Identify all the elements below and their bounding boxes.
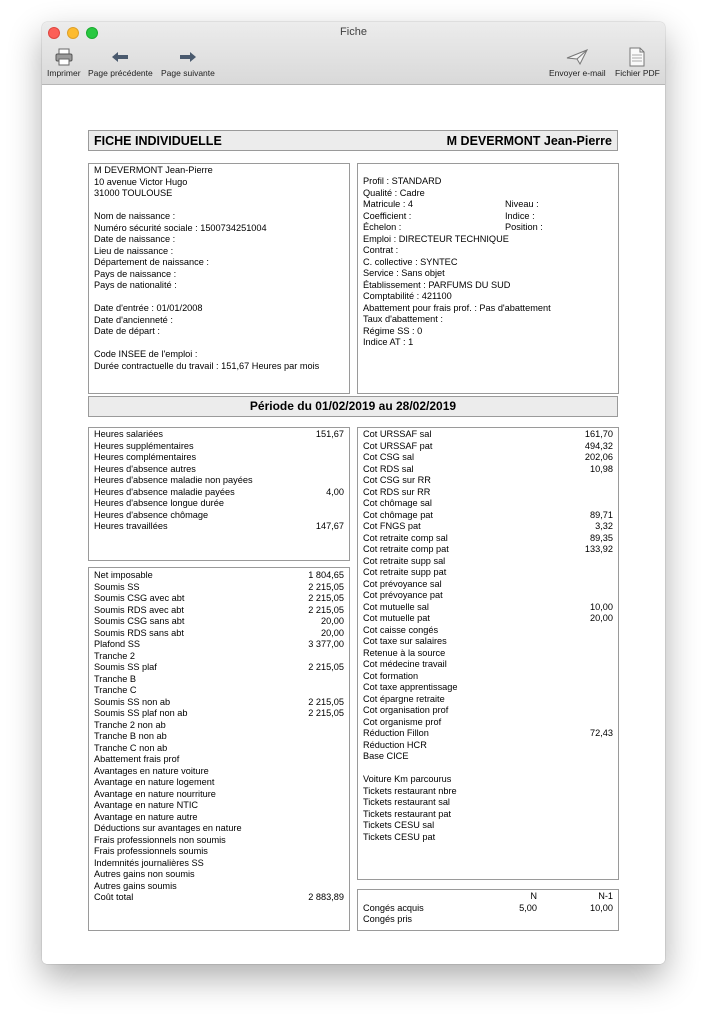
- identity-box: [88, 163, 350, 394]
- amount-row-label: Autres gains non soumis: [94, 869, 195, 879]
- contribution-row: [363, 648, 613, 660]
- amount-row-label: Soumis RDS avec abt: [94, 604, 184, 615]
- contribution-row-label: Cot médecine travail: [363, 659, 447, 669]
- contribution-row-label: Cot retraite supp sal: [363, 555, 446, 566]
- profile: Profil : STANDARD: [363, 176, 442, 186]
- contribution-row-label: Cot RDS sur RR: [363, 486, 431, 497]
- allowance-rate: Taux d'abattement :: [363, 314, 443, 324]
- amount-row-value: 20,00: [321, 616, 344, 626]
- amount-row-label: Soumis SS plaf: [94, 662, 157, 672]
- hours-box: [88, 427, 350, 561]
- leave-row-n1: 10,00: [590, 902, 613, 913]
- hours-row: [94, 452, 344, 464]
- contribution-row: [363, 751, 613, 763]
- contribution-row: [363, 659, 613, 671]
- print-label: Imprimer: [47, 68, 81, 78]
- identity-city: 31000 TOULOUSE: [94, 188, 173, 198]
- amounts-box: [88, 567, 350, 931]
- previous-page-label: Page précédente: [88, 68, 153, 78]
- amount-row-label: Tranche B: [94, 673, 137, 684]
- amount-row: [94, 812, 344, 824]
- hours-row: [94, 429, 344, 441]
- contribution-row: [363, 441, 613, 453]
- extra-row: Voiture Km parcourus: [363, 774, 452, 784]
- contribution-row-value: 494,32: [584, 440, 613, 451]
- contribution-row: [363, 636, 613, 648]
- birth-date: Date de naissance :: [94, 234, 176, 244]
- contribution-row-label: Cot épargne retraite: [363, 693, 445, 704]
- amount-row-value: 2 215,05: [308, 662, 344, 672]
- leave-row-label: Congés acquis: [363, 902, 424, 913]
- arrow-left-icon: [111, 46, 129, 68]
- contribution-row-value: 3,32: [595, 521, 613, 531]
- birth-country: Pays de naissance :: [94, 268, 177, 279]
- amount-row-value: 2 215,05: [308, 593, 344, 603]
- amount-row: [94, 674, 344, 686]
- amount-row: [94, 881, 344, 893]
- contribution-row-label: Retenue à la source: [363, 647, 446, 658]
- contribution-row: [363, 613, 613, 625]
- amount-row: [94, 846, 344, 858]
- leave-row-n: 5,00: [519, 902, 537, 913]
- amount-row: [94, 616, 344, 628]
- social-security-number: Numéro sécurité sociale : 1500734251004: [94, 222, 267, 233]
- contribution-row-label: Cot chômage pat: [363, 509, 433, 520]
- hours-row-label: Heures salariées: [94, 429, 163, 439]
- contribution-row-label: Cot taxe apprentissage: [363, 682, 458, 692]
- amount-row: [94, 731, 344, 743]
- contribution-row: [363, 487, 613, 499]
- contribution-row-label: Réduction HCR: [363, 739, 427, 750]
- amount-row: [94, 743, 344, 755]
- amount-row-value: 2 215,05: [308, 604, 344, 615]
- at-index: Indice AT : 1: [363, 337, 414, 347]
- contribution-row-label: Cot mutuelle pat: [363, 613, 430, 623]
- pdf-file-label: Fichier PDF: [615, 68, 660, 78]
- contribution-row-label: Cot FNGS pat: [363, 521, 421, 531]
- amount-row-value: 2 215,05: [308, 708, 344, 718]
- hours-row: [94, 487, 344, 499]
- amount-row: [94, 777, 344, 789]
- extra-row: Tickets CESU sal: [363, 820, 435, 830]
- contributions-list: [363, 429, 613, 763]
- amount-row-label: Net imposable: [94, 570, 153, 580]
- amount-row-label: Avantage en nature autre: [94, 811, 198, 822]
- contribution-row: [363, 717, 613, 729]
- amount-row: [94, 789, 344, 801]
- amount-row: [94, 570, 344, 582]
- contribution-row-label: Cot prévoyance sal: [363, 578, 442, 589]
- amount-row: [94, 766, 344, 778]
- contribution-row-label: Cot mutuelle sal: [363, 601, 429, 612]
- establishment: Établissement : PARFUMS DU SUD: [363, 279, 511, 290]
- contribution-row: [363, 533, 613, 545]
- contribution-row: [363, 556, 613, 568]
- contribution-row: [363, 464, 613, 476]
- amount-row-value: 3 377,00: [308, 639, 344, 649]
- contribution-row-label: Cot CSG sal: [363, 452, 415, 462]
- contribution-row-value: 161,70: [584, 429, 613, 439]
- collective-agreement: C. collective : SYNTEC: [363, 256, 458, 267]
- hours-row: [94, 510, 344, 522]
- extra-row: Tickets CESU pat: [363, 831, 436, 842]
- amount-row: [94, 892, 344, 904]
- hours-row-label: Heures d'absence chômage: [94, 509, 209, 520]
- amount-row-label: Soumis SS plaf non ab: [94, 708, 188, 718]
- hours-row-label: Heures complémentaires: [94, 452, 197, 462]
- amount-row-label: Tranche C non ab: [94, 742, 168, 753]
- contribution-row-value: 89,35: [590, 532, 613, 543]
- contribution-row-label: Cot URSSAF sal: [363, 429, 432, 439]
- amount-row-label: Tranche B non ab: [94, 731, 167, 741]
- contribution-row-label: Cot RDS sal: [363, 463, 414, 474]
- amount-row: [94, 628, 344, 640]
- accounting: Comptabilité : 421100: [363, 291, 452, 301]
- contribution-row: [363, 694, 613, 706]
- amount-row-value: 2 215,05: [308, 581, 344, 592]
- contribution-row-value: 20,00: [590, 613, 613, 623]
- identity-street: 10 avenue Victor Hugo: [94, 176, 188, 187]
- leave-box: [357, 889, 619, 931]
- amount-row: [94, 582, 344, 594]
- amount-row: [94, 869, 344, 881]
- contribution-row-label: Cot caisse congés: [363, 624, 439, 635]
- contribution-row-label: Cot prévoyance pat: [363, 590, 443, 600]
- leave-col-n1: N-1: [598, 891, 613, 901]
- hours-row: [94, 464, 344, 476]
- previous-page-button[interactable]: [88, 46, 153, 78]
- leave-col-n: N: [530, 891, 537, 901]
- amount-row-label: Tranche C: [94, 685, 137, 695]
- amount-row-value: 2 215,05: [308, 696, 344, 707]
- contribution-row-value: 202,06: [584, 452, 613, 462]
- contribution-row-label: Cot organisation prof: [363, 705, 449, 715]
- contribution-row: [363, 625, 613, 637]
- amount-row-label: Tranche 2 non ab: [94, 719, 166, 730]
- contribution-row-value: 10,00: [590, 601, 613, 612]
- position: Position :: [505, 222, 543, 232]
- hours-row-label: Heures supplémentaires: [94, 440, 194, 451]
- amount-row: [94, 639, 344, 651]
- contribution-row-value: 89,71: [590, 509, 613, 520]
- contribution-row-label: Cot organisme prof: [363, 716, 442, 727]
- departure-date: Date de départ :: [94, 326, 160, 336]
- ss-regime: Régime SS : 0: [363, 325, 423, 336]
- leave-row: [363, 903, 613, 915]
- leave-row-n1: [543, 914, 613, 926]
- app-window: [42, 22, 665, 964]
- leave-row: [363, 914, 613, 926]
- identity-name: M DEVERMONT Jean-Pierre: [94, 165, 213, 175]
- amount-row-label: Soumis SS: [94, 581, 140, 592]
- amount-row: [94, 685, 344, 697]
- print-button[interactable]: [47, 46, 81, 78]
- amount-row-label: Soumis SS non ab: [94, 696, 171, 707]
- amount-row: [94, 605, 344, 617]
- hours-row-value: 4,00: [326, 486, 344, 497]
- amount-row-label: Frais professionnels non soumis: [94, 834, 226, 845]
- contribution-row: [363, 705, 613, 717]
- contribution-row-label: Cot retraite supp pat: [363, 567, 447, 577]
- title-bar: [42, 22, 665, 85]
- leave-rows: [363, 903, 613, 926]
- paper-plane-icon: [566, 46, 588, 68]
- extra-row: Tickets restaurant pat: [363, 808, 451, 819]
- contribution-row-label: Cot retraite comp pat: [363, 544, 449, 554]
- pdf-document-icon: [629, 46, 645, 68]
- amount-row-label: Frais professionnels soumis: [94, 846, 208, 856]
- amount-row-value: 20,00: [321, 627, 344, 638]
- amount-row-label: Déductions sur avantages en nature: [94, 823, 242, 833]
- contribution-row: [363, 682, 613, 694]
- qualification: Qualité : Cadre: [363, 187, 425, 198]
- nationality: Pays de nationalité :: [94, 280, 177, 290]
- hours-row: [94, 441, 344, 453]
- send-email-label: Envoyer e-mail: [549, 68, 606, 78]
- contribution-row: [363, 671, 613, 683]
- amount-row: [94, 651, 344, 663]
- amount-row-label: Indemnités journalières SS: [94, 857, 204, 868]
- professional-allowance: Abattement pour frais prof. : Pas d'abattement: [363, 302, 551, 313]
- send-email-button[interactable]: [549, 46, 606, 78]
- birth-department: Département de naissance :: [94, 257, 209, 267]
- contribution-row: [363, 475, 613, 487]
- amount-row-label: Soumis CSG avec abt: [94, 593, 185, 603]
- hours-row-label: Heures d'absence maladie payées: [94, 486, 235, 497]
- contribution-row-label: Cot CSG sur RR: [363, 475, 431, 485]
- hours-row-value: 147,67: [315, 521, 344, 531]
- hours-row-label: Heures d'absence autres: [94, 463, 196, 474]
- amount-row: [94, 754, 344, 766]
- extras-list: [363, 774, 613, 843]
- amount-row-label: Autres gains soumis: [94, 880, 177, 891]
- contract-duration: Durée contractuelle du travail : 151,67 Heures par mois: [94, 360, 320, 371]
- contribution-row: [363, 740, 613, 752]
- contribution-row: [363, 510, 613, 522]
- contribution-row: [363, 429, 613, 441]
- document-page: [42, 85, 665, 964]
- hours-list: [94, 429, 344, 533]
- amount-row-label: Abattement frais prof: [94, 754, 180, 764]
- contribution-row: [363, 602, 613, 614]
- contribution-row-label: Cot URSSAF pat: [363, 440, 433, 451]
- window-title: Fiche: [340, 26, 367, 38]
- amount-row-label: Soumis CSG sans abt: [94, 616, 185, 626]
- amount-row-value: 2 883,89: [308, 892, 344, 902]
- hours-row: [94, 521, 344, 533]
- leave-row-n: [467, 914, 543, 926]
- contribution-row-value: 72,43: [590, 728, 613, 738]
- amount-row-label: Plafond SS: [94, 639, 140, 649]
- employee-name-header: M DEVERMONT Jean-Pierre: [446, 133, 612, 148]
- sheet-title: FICHE INDIVIDUELLE: [94, 133, 222, 148]
- next-page-button[interactable]: [161, 46, 215, 78]
- hours-row-value: 151,67: [315, 429, 344, 439]
- extra-row: Tickets restaurant nbre: [363, 785, 457, 796]
- contribution-row: [363, 498, 613, 510]
- contribution-row-label: Cot formation: [363, 670, 419, 681]
- sheet-header: [88, 130, 618, 151]
- seniority-date: Date d'ancienneté :: [94, 314, 173, 325]
- amount-row: [94, 662, 344, 674]
- birth-name: Nom de naissance :: [94, 211, 176, 221]
- contribution-row: [363, 521, 613, 533]
- hours-row-label: Heures d'absence longue durée: [94, 498, 224, 508]
- extra-row: Tickets restaurant sal: [363, 797, 450, 807]
- printer-icon: [54, 46, 74, 68]
- contribution-row-value: 10,98: [590, 463, 613, 474]
- insee-code: Code INSEE de l'emploi :: [94, 349, 198, 359]
- echelon: Échelon :: [363, 222, 402, 232]
- leave-row-label: Congés pris: [363, 914, 413, 924]
- amount-row-label: Avantage en nature NTIC: [94, 800, 199, 810]
- contribution-row: [363, 567, 613, 579]
- next-page-label: Page suivante: [161, 68, 215, 78]
- amount-row: [94, 835, 344, 847]
- contribution-row: [363, 544, 613, 556]
- contract: Contrat :: [363, 245, 399, 255]
- entry-date: Date d'entrée : 01/01/2008: [94, 303, 203, 313]
- contribution-row-label: Cot taxe sur salaires: [363, 636, 447, 646]
- pdf-file-button[interactable]: [615, 46, 660, 78]
- amount-row-label: Coût total: [94, 892, 134, 902]
- amount-row-label: Avantage en nature logement: [94, 777, 215, 787]
- amount-row: [94, 800, 344, 812]
- contributions-box: [357, 427, 619, 880]
- hours-row-label: Heures d'absence maladie non payées: [94, 475, 253, 485]
- amount-row: [94, 858, 344, 870]
- amount-row: [94, 708, 344, 720]
- amount-row: [94, 697, 344, 709]
- hours-row: [94, 498, 344, 510]
- amount-row: [94, 593, 344, 605]
- contribution-row: [363, 579, 613, 591]
- coefficient: Coefficient :: [363, 210, 412, 221]
- contribution-row: [363, 452, 613, 464]
- amount-row: [94, 720, 344, 732]
- amount-row-label: Soumis RDS sans abt: [94, 627, 184, 638]
- contribution-row-label: Réduction Fillon: [363, 728, 429, 738]
- index: Indice :: [505, 210, 535, 221]
- birth-place: Lieu de naissance :: [94, 245, 174, 256]
- job: Emploi : DIRECTEUR TECHNIQUE: [363, 233, 509, 244]
- profile-box: [357, 163, 619, 394]
- contribution-row-label: Base CICE: [363, 751, 409, 761]
- amounts-list: [94, 570, 344, 904]
- contribution-row: [363, 728, 613, 740]
- arrow-right-icon: [179, 46, 197, 68]
- amount-row-value: 1 804,65: [308, 570, 344, 580]
- period-header: Période du 01/02/2019 au 28/02/2019: [88, 396, 618, 417]
- amount-row-label: Avantage en nature nourriture: [94, 788, 216, 799]
- hours-row: [94, 475, 344, 487]
- amount-row-label: Avantages en nature voiture: [94, 765, 209, 776]
- amount-row: [94, 823, 344, 835]
- contribution-row: [363, 590, 613, 602]
- contribution-row-label: Cot retraite comp sal: [363, 532, 448, 543]
- level: Niveau :: [505, 199, 539, 209]
- service: Service : Sans objet: [363, 268, 445, 278]
- contribution-row-label: Cot chômage sal: [363, 498, 432, 508]
- employee-number: Matricule : 4: [363, 199, 414, 209]
- hours-row-label: Heures travaillées: [94, 521, 168, 531]
- amount-row-label: Tranche 2: [94, 650, 136, 661]
- contribution-row-value: 133,92: [584, 544, 613, 554]
